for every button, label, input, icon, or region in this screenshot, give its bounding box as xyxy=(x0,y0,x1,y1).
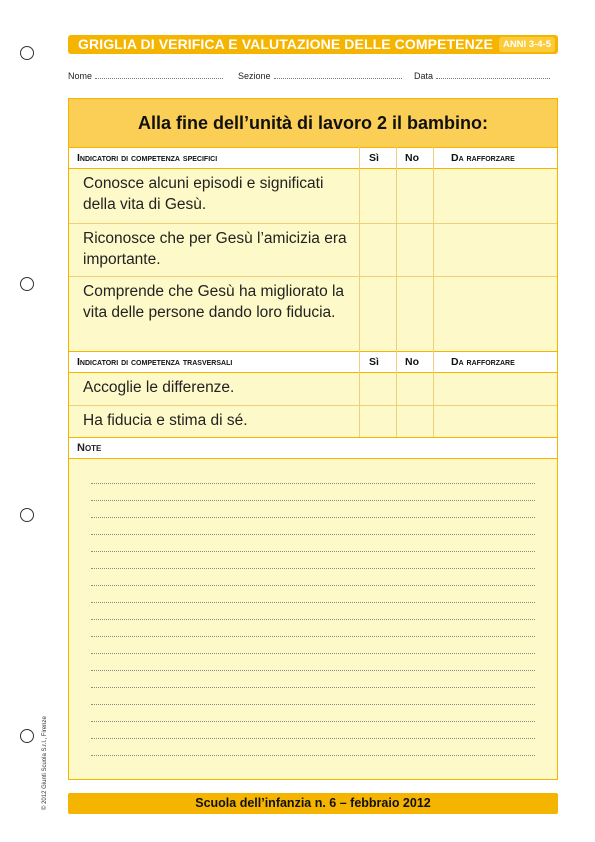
note-line xyxy=(91,551,535,552)
punch-hole xyxy=(20,277,34,291)
age-badge: ANNI 3-4-5 xyxy=(499,37,555,52)
column-no: No xyxy=(405,152,419,164)
indicator-row xyxy=(69,224,557,277)
note-line xyxy=(91,670,535,671)
indicator-text: Comprende che Gesù ha migliorato la vita delle persone dando loro fiducia. xyxy=(83,283,345,321)
note-line xyxy=(91,585,535,586)
column-da-rafforzare: Da rafforzare xyxy=(451,152,515,164)
note-line xyxy=(91,636,535,637)
note-line xyxy=(91,619,535,620)
note-line xyxy=(91,483,535,484)
note-line xyxy=(91,704,535,705)
note-line xyxy=(91,500,535,501)
note-line xyxy=(91,755,535,756)
name-field[interactable] xyxy=(68,70,223,81)
section-field[interactable] xyxy=(238,70,402,81)
note-line xyxy=(91,568,535,569)
date-field[interactable] xyxy=(414,70,550,81)
column-divider xyxy=(433,147,434,437)
indicator-text: Conosce alcuni episodi e significati della vita di Gesù. xyxy=(83,175,324,213)
indicator-text: Ha fiducia e stima di sé. xyxy=(83,412,248,429)
date-label: Data xyxy=(414,71,434,81)
note-line xyxy=(91,738,535,739)
note-line xyxy=(91,687,535,688)
footer-bar xyxy=(68,793,558,814)
column-divider xyxy=(359,147,360,437)
column-da-rafforzare: Da rafforzare xyxy=(451,356,515,368)
footer-text: Scuola dell’infanzia n. 6 – febbraio 2012 xyxy=(195,796,431,810)
indicator-row xyxy=(69,373,557,406)
page-title: GRIGLIA DI VERIFICA E VALUTAZIONE DELLE COMPETENZE xyxy=(78,36,493,52)
indicator-row xyxy=(69,406,557,436)
note-line xyxy=(91,602,535,603)
punch-hole xyxy=(20,729,34,743)
column-divider xyxy=(396,147,397,437)
punch-hole xyxy=(20,46,34,60)
specific-indicators-header xyxy=(69,147,557,169)
transversal-indicators-label: Indicatori di competenza trasversali xyxy=(77,356,233,368)
column-si: Sì xyxy=(369,152,379,164)
notes-header xyxy=(69,437,557,459)
copyright-notice: © 2012 Giunti Scuola S.r.l., Firenze xyxy=(42,716,48,810)
grid-title: Alla fine dell’unità di lavoro 2 il bambino: xyxy=(137,113,489,133)
indicator-text: Accoglie le differenze. xyxy=(83,379,235,396)
column-no: No xyxy=(405,356,419,368)
specific-indicators-label: Indicatori di competenza specifici xyxy=(77,152,218,164)
name-label: Nome xyxy=(68,71,93,81)
indicator-row xyxy=(69,169,557,224)
note-line xyxy=(91,534,535,535)
notes-label: Note xyxy=(77,442,102,454)
section-label: Sezione xyxy=(238,71,271,81)
note-line xyxy=(91,721,535,722)
column-si: Sì xyxy=(369,356,379,368)
indicator-row xyxy=(69,277,557,348)
punch-hole xyxy=(20,508,34,522)
indicator-text: Riconosce che per Gesù l’amicizia era importante. xyxy=(83,230,347,268)
note-line xyxy=(91,653,535,654)
note-line xyxy=(91,517,535,518)
evaluation-grid xyxy=(68,98,558,780)
header-bar xyxy=(68,35,558,54)
student-fields xyxy=(68,70,558,84)
transversal-indicators-header xyxy=(69,351,557,373)
grid-header xyxy=(69,99,557,148)
